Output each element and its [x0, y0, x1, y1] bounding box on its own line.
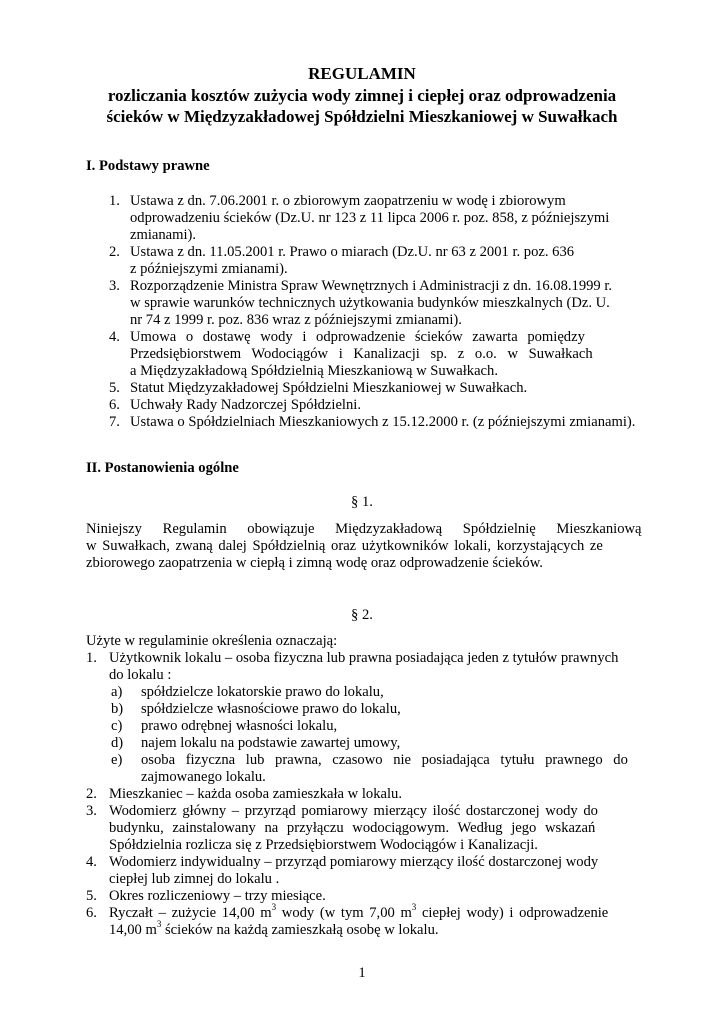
list-number: 6. [109, 397, 120, 413]
list-item-line: Umowa o dostawę wody i odprowadzenie ścieków zawarta pomiędzy [130, 329, 585, 345]
list-item-line: Mieszkaniec – każda osoba zamieszkała w lokalu. [109, 786, 402, 802]
list-item-line: budynku, zainstalowany na przyłączu wodociągowym. Według jego wskazań [109, 820, 596, 836]
list-number: 3. [109, 278, 120, 294]
list-item-line: Przedsiębiorstwem Wodociągów i Kanalizacji sp. z o.o. w Suwałkach [130, 346, 593, 362]
section-1-heading: I. Podstawy prawne [86, 158, 210, 174]
section-2-heading: II. Postanowienia ogólne [86, 460, 239, 476]
sublist-letter: a) [111, 684, 123, 700]
superscript-exponent: 3 [271, 902, 277, 913]
list-number: 1. [86, 650, 97, 666]
list-item-line: odprowadzeniu ścieków (Dz.U. nr 123 z 11 lipca 2006 r. poz. 858, z późniejszymi [130, 210, 610, 226]
superscript-exponent: 3 [156, 919, 162, 930]
document-subtitle-line-1: rozliczania kosztów zużycia wody zimnej i ciepłej oraz odprowadzenia [107, 86, 617, 105]
list-item-line: Spółdzielnia rozlicza się z Przedsiębiorstwem Wodociągów i Kanalizacji. [109, 837, 538, 853]
sublist-item-line: prawo odrębnej własności lokalu, [141, 718, 338, 734]
sublist-item-line: spółdzielcze lokatorskie prawo do lokalu, [141, 684, 384, 700]
paragraph-2-intro: Użyte w regulaminie określenia oznaczają: [86, 633, 338, 649]
list-item-line: z późniejszymi zmianami). [130, 261, 288, 277]
list-number: 4. [109, 329, 120, 345]
sublist-item-line: zajmowanego lokalu. [141, 769, 266, 785]
sublist-item-line: najem lokalu na podstawie zawartej umowy, [141, 735, 401, 751]
sublist-letter: e) [111, 752, 123, 768]
list-item-line: Ustawa o Spółdzielniach Mieszkaniowych z 15.12.2000 r. (z późniejszymi zmianami). [130, 414, 636, 430]
document-subtitle-line-2: ścieków w Międzyzakładowej Spółdzielni Mieszkaniowej w Suwałkach [106, 107, 618, 126]
list-number: 6. [86, 905, 97, 921]
list-number: 7. [109, 414, 120, 430]
list-item-line: a Międzyzakładową Spółdzielnią Mieszkaniową w Suwałkach. [130, 363, 498, 379]
list-item-line: Statut Międzyzakładowej Spółdzielni Mieszkaniowej w Suwałkach. [130, 380, 528, 396]
superscript-exponent: 3 [411, 902, 417, 913]
list-item-line: w sprawie warunków technicznych użytkowania budynków mieszkalnych (Dz. U. [130, 295, 610, 311]
document-title: REGULAMIN [308, 64, 416, 83]
list-item-line: Użytkownik lokalu – osoba fizyczna lub prawna posiadająca jeden z tytułów prawnych [109, 650, 619, 666]
sublist-letter: d) [111, 735, 124, 751]
list-number: 3. [86, 803, 97, 819]
list-number: 4. [86, 854, 97, 870]
list-number: 2. [109, 244, 120, 260]
list-item-line: Ustawa z dn. 11.05.2001 r. Prawo o miarach (Dz.U. nr 63 z 2001 r. poz. 636 [130, 244, 575, 260]
list-number: 5. [109, 380, 120, 396]
list-item-line: Rozporządzenie Ministra Spraw Wewnętrznych i Administracji z dn. 16.08.1999 r. [130, 278, 613, 294]
list-number: 2. [86, 786, 97, 802]
page-number: 1 [358, 965, 366, 981]
list-item-line: do lokalu : [109, 667, 172, 683]
sublist-item-line: spółdzielcze własnościowe prawo do lokalu, [141, 701, 401, 717]
sublist-letter: b) [111, 701, 124, 717]
list-item-line: 14,00 $m^3$ ścieków na każdą zamieszkałą osobę w lokalu. [109, 919, 439, 938]
list-item-line: Okres rozliczeniowy – trzy miesiące. [109, 888, 326, 904]
list-item-line: Wodomierz indywidualny – przyrząd pomiarowy mierzący ilość dostarczonej wody [109, 854, 599, 870]
list-item-line: ciepłej lub zimnej do lokalu . [109, 871, 280, 887]
list-number: 5. [86, 888, 97, 904]
list-number: 1. [109, 193, 120, 209]
list-item-line: Wodomierz główny – przyrząd pomiarowy mierzący ilość dostarczonej wody do [109, 803, 598, 819]
list-item-line: Ryczałt – zużycie 14,00 $m^3$ wody (w tym 7,00 $m^3$ ciepłej wody) i odprowadzenie [109, 902, 609, 921]
paragraph-1-line: w Suwałkach, zwaną dalej Spółdzielnią oraz użytkowników lokali, korzystających ze [86, 538, 603, 554]
paragraph-1-line: Niniejszy Regulamin obowiązuje Międzyzakładową Spółdzielnię Mieszkaniową [86, 521, 642, 537]
list-item-line: nr 74 z 1999 r. poz. 836 wraz z późniejszymi zmianami). [130, 312, 462, 328]
list-item-line: Uchwały Rady Nadzorczej Spółdzielni. [130, 397, 361, 413]
paragraph-2-mark: § 2. [351, 607, 373, 623]
paragraph-1-mark: § 1. [351, 494, 373, 510]
paragraph-1-line: zbiorowego zaopatrzenia w ciepłą i zimną wodę oraz odprowadzenie ścieków. [86, 555, 543, 571]
list-item-line: zmianami). [130, 227, 197, 243]
sublist-item-line: osoba fizyczna lub prawna, czasowo nie posiadająca tytułu prawnego do [141, 752, 628, 768]
sublist-letter: c) [111, 718, 123, 734]
list-item-line: Ustawa z dn. 7.06.2001 r. o zbiorowym zaopatrzeniu w wodę i zbiorowym [130, 193, 566, 209]
